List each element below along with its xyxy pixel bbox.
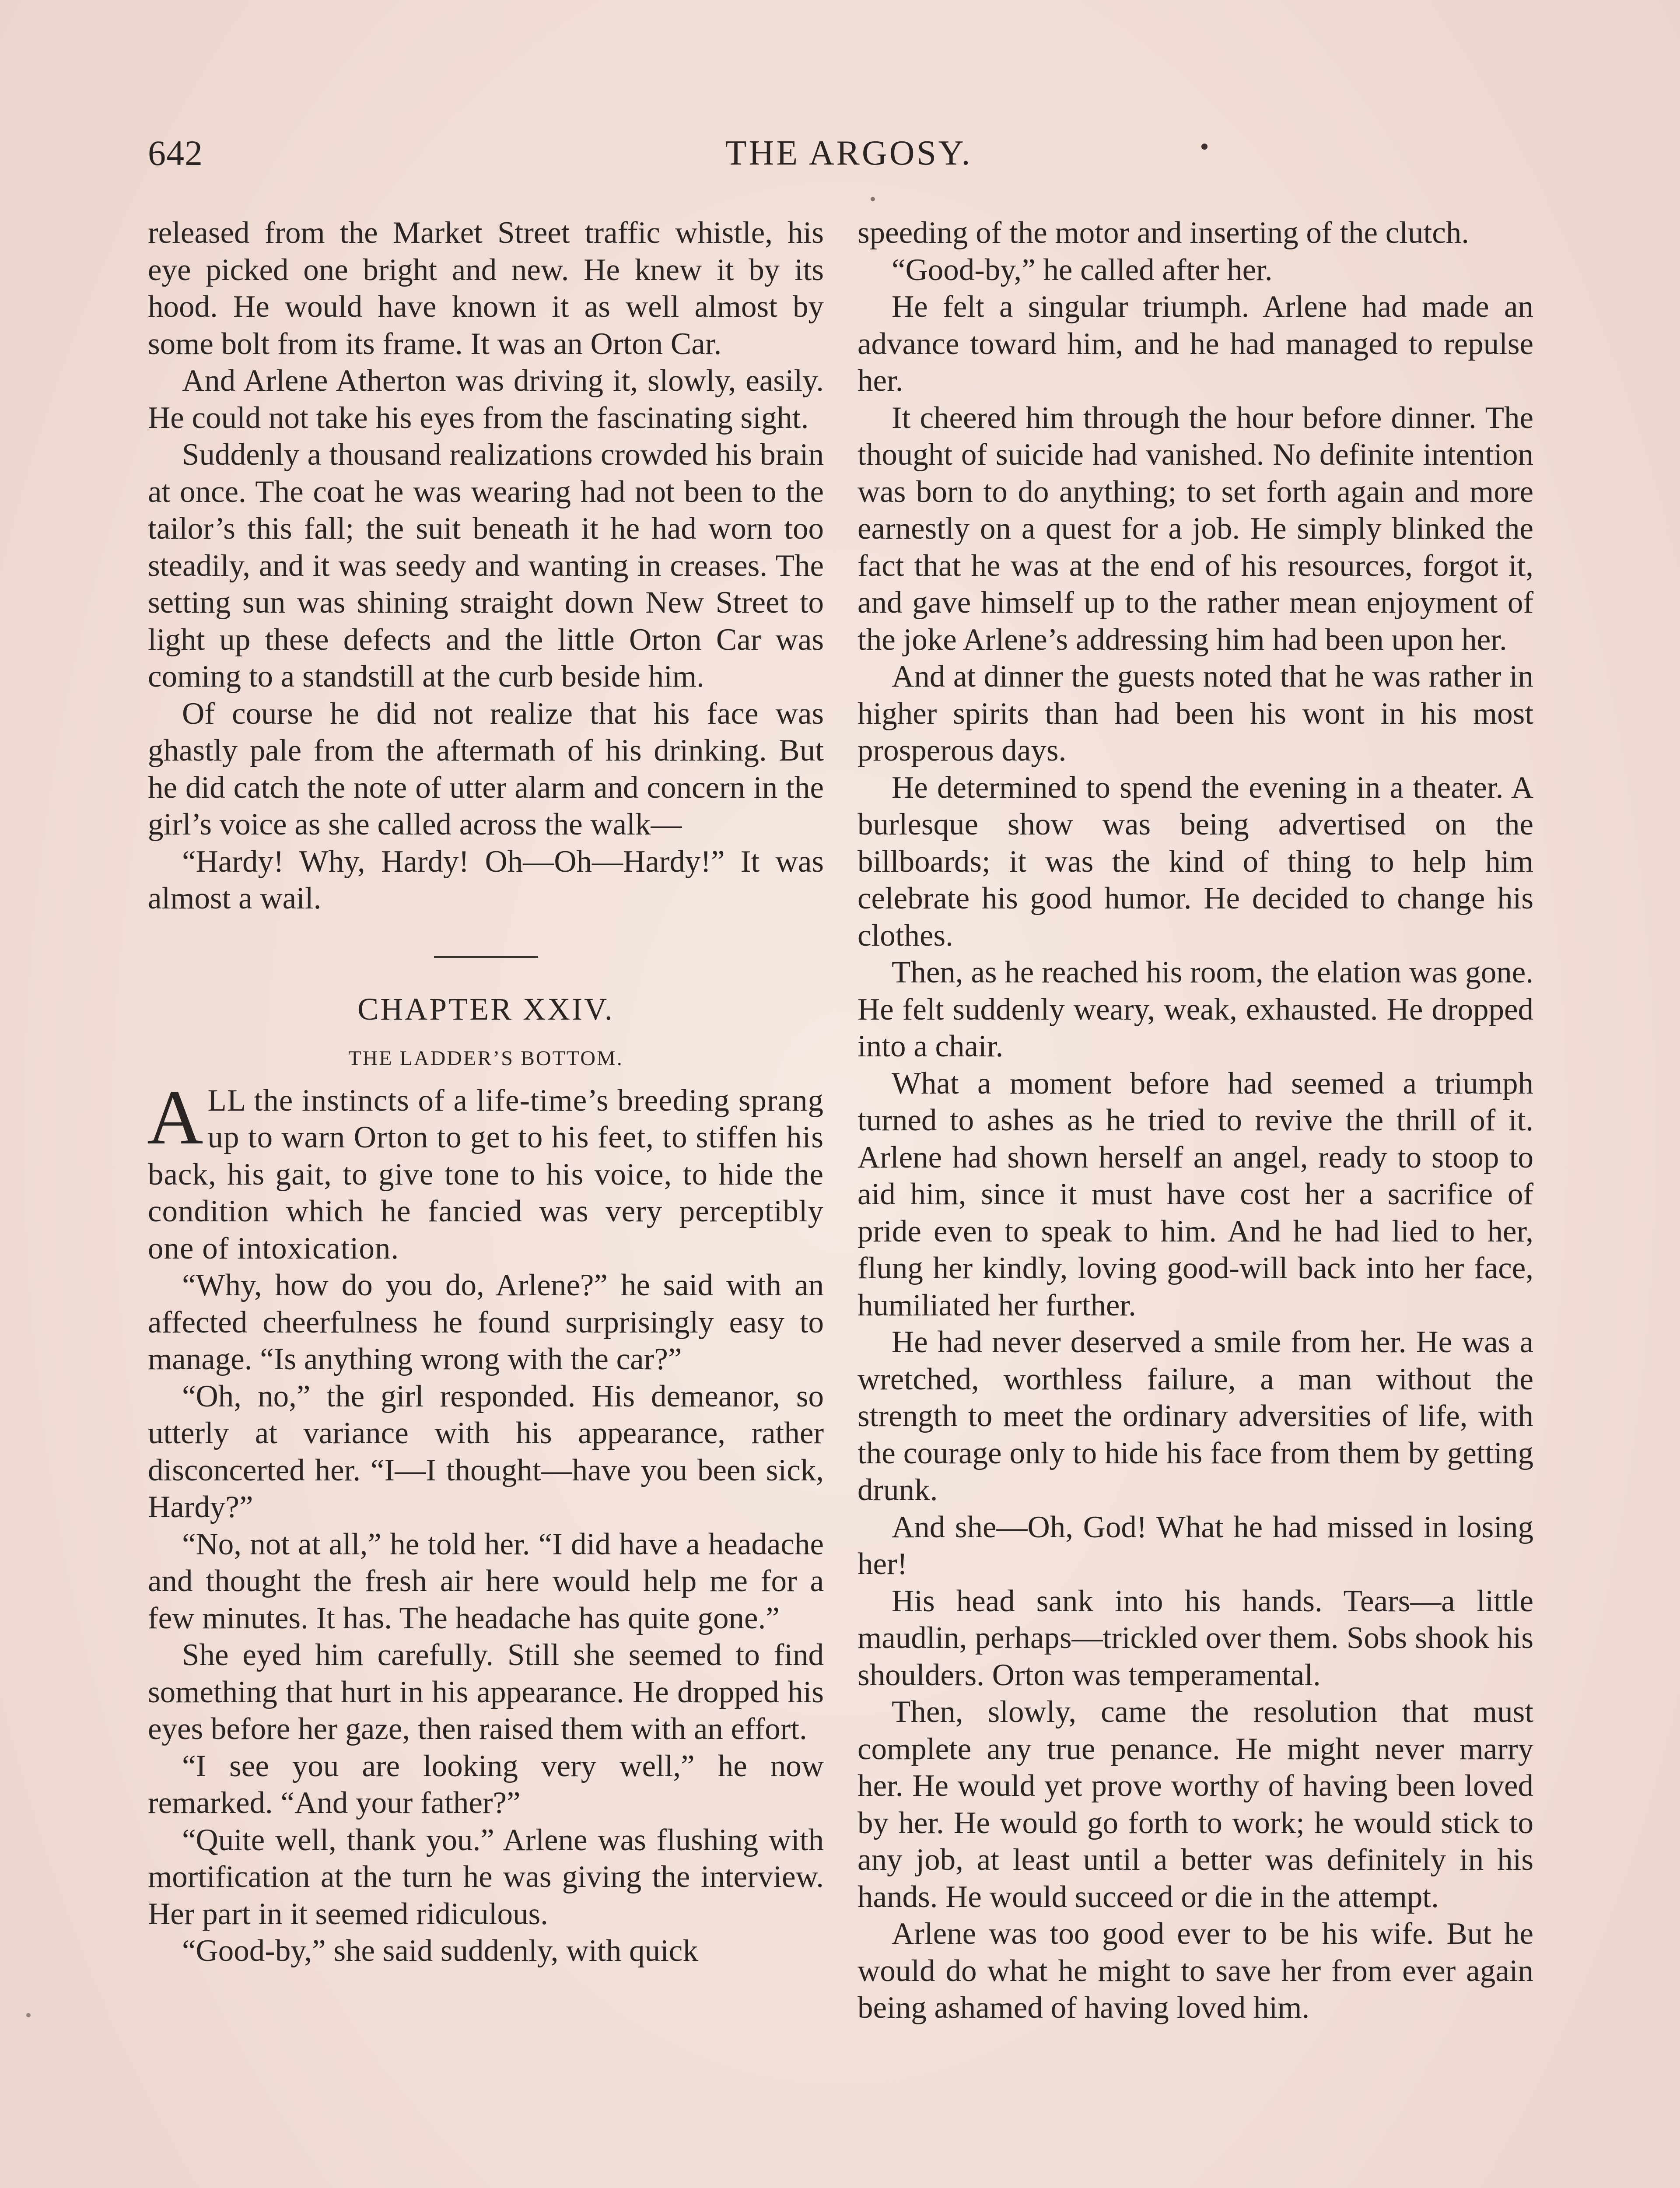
chapter-title: CHAPTER XXIV. <box>357 991 614 1027</box>
right-column <box>858 214 1533 2027</box>
paragraph: released from the Market Street traffic whistle, his eye picked one bright and new. He knew it by its hood. He would have known it as well almost by some bolt from its frame. It was an Orton Car. <box>148 216 824 361</box>
paragraph: Then, as he reached his room, the elation was gone. He felt suddenly weary, weak, exhausted. He dropped into a chair. <box>858 955 1533 1063</box>
paragraph: It cheered him through the hour before dinner. The thought of suicide had vanished. No definite intention was born to do anything; to set forth again and more earnestly on a quest for a job. He simply blinked the fact that he was at the end of his resources, forgot it, and gave himself up to the rather mean enjoyment of the joke Arlene’s addressing him had been upon her. <box>858 400 1533 657</box>
paragraph: “Why, how do you do, Arlene?” he said with an affected cheerfulness he found surprisingly easy to manage. “Is anything wrong with the car?” <box>148 1268 824 1376</box>
chapter-subtitle: THE LADDER’S BOTTOM. <box>348 1046 623 1070</box>
paragraph: “Oh, no,” the girl responded. His demeanor, so utterly at variance with his appearance, rather disconcerted her. “I—I thought—have you been sick, Hardy?” <box>148 1379 824 1524</box>
paragraph: “Hardy! Why, Hardy! Oh—Oh—Hardy!” It was almost a wail. <box>148 844 824 915</box>
page-number: 642 <box>148 133 203 173</box>
paragraph: And Arlene Atherton was driving it, slowly, easily. He could not take his eyes from the fascinating sight. <box>148 364 824 435</box>
paragraph: Of course he did not realize that his face was ghastly pale from the aftermath of his drinking. But he did catch the note of utter alarm and concern in the girl’s voice as she called across the walk— <box>148 696 824 842</box>
section-divider <box>434 956 538 958</box>
running-head: THE ARGOSY. <box>725 134 973 172</box>
opening-paragraph-text: LL the instincts of a life-time’s breeding sprang up to warn Orton to get to his feet, to stiffen his back, his gait, to give tone to his voice, to hide the condition which he fancied was very perceptibly one of intoxication. <box>148 1083 824 1266</box>
drop-cap: A <box>147 1073 203 1161</box>
paragraph: She eyed him carefully. Still she seemed to find something that hurt in his appearance. He dropped his eyes before her gaze, then raised them with an effort. <box>148 1638 824 1746</box>
paper-speck <box>26 2013 31 2017</box>
paragraph: Arlene was too good ever to be his wife. But he would do what he might to save her from ever again being ashamed of having loved him. <box>858 1917 1533 2025</box>
paragraph: His head sank into his hands. Tears—a little maudlin, perhaps—trickled over them. Sobs shook his shoulders. Orton was temperamental. <box>858 1584 1533 1692</box>
paper-speck <box>871 197 875 201</box>
paragraph: “Good-by,” she said suddenly, with quick <box>182 1934 698 1968</box>
paragraph: “I see you are looking very well,” he now remarked. “And your father?” <box>148 1749 824 1820</box>
paragraph: He felt a singular triumph. Arlene had made an advance toward him, and he had managed to repulse her. <box>858 290 1533 398</box>
paper-speck <box>1201 144 1208 150</box>
paragraph: He determined to spend the evening in a theater. A burlesque show was being advertised on the billboards; it was the kind of thing to help him celebrate his good humor. He decided to change his clothes. <box>858 770 1533 953</box>
paragraph: And at dinner the guests noted that he was rather in higher spirits than had been his wont in his most prosperous days. <box>858 659 1533 768</box>
paragraph: speeding of the motor and inserting of the clutch. <box>858 216 1469 250</box>
opening-paragraph <box>147 1073 824 1267</box>
paragraph: “No, not at all,” he told her. “I did have a headache and thought the fresh air here would help me for a few minutes. It has. The headache has quite gone.” <box>148 1527 824 1635</box>
paragraph: And she—Oh, God! What he had missed in losing her! <box>858 1510 1533 1581</box>
paragraph: “Good-by,” he called after her. <box>892 252 1273 287</box>
paragraph: He had never deserved a smile from her. He was a wretched, worthless failure, a man without the strength to meet the ordinary adversities of life, with the courage only to hide his face from them by getting drunk. <box>858 1325 1533 1507</box>
left-column <box>148 214 824 1970</box>
paragraph: Then, slowly, came the resolution that must complete any true penance. He might never marry her. He would yet prove worthy of having been loved by her. He would go forth to work; he would stick to any job, at least until a better was definitely in his hands. He would succeed or die in the attempt. <box>858 1695 1533 1914</box>
paragraph: “Quite well, thank you.” Arlene was flushing with mortification at the turn he was giving the interview. Her part in it seemed ridiculous. <box>148 1823 824 1931</box>
paragraph: What a moment before had seemed a triumph turned to ashes as he tried to revive the thrill of it. Arlene had shown herself an angel, ready to stoop to aid him, since it must have cost her a sacrifice of pride even to speak to him. And he had lied to her, flung her kindly, loving good-will back into her face, humiliated her further. <box>858 1066 1533 1322</box>
paragraph: Suddenly a thousand realizations crowded his brain at once. The coat he was wearing had not been to the tailor’s this fall; the suit beneath it he had worn too steadily, and it was seedy and wanting in creases. The setting sun was shining straight down New Street to light up these defects and the little Orton Car was coming to a standstill at the curb beside him. <box>148 438 824 694</box>
